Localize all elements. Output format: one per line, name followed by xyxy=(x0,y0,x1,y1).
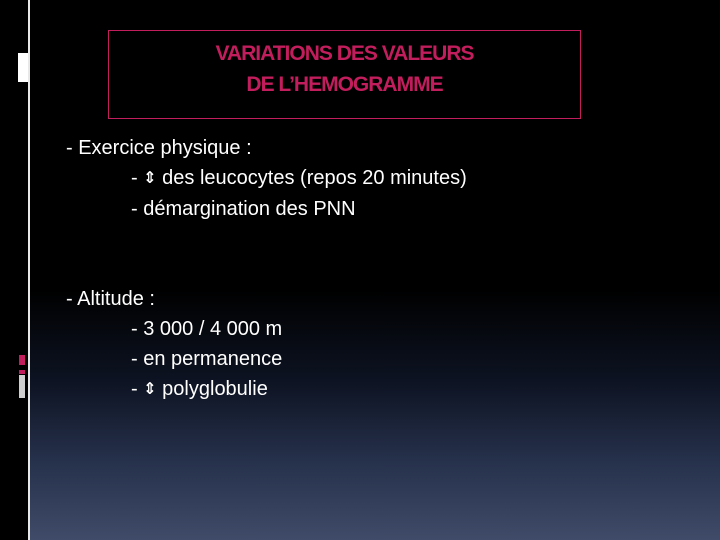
item-text: démargination des PNN xyxy=(143,198,356,220)
corner-accent-block xyxy=(18,53,28,82)
title-line-1: VARIATIONS DES VALEURS xyxy=(215,42,474,65)
item-dash: - xyxy=(131,348,144,370)
list-item xyxy=(66,314,467,344)
item-dash: - xyxy=(131,167,144,189)
section-heading-altitude: - Altitude : xyxy=(66,288,155,310)
item-text: 3 000 / 4 000 m xyxy=(143,318,283,340)
item-dash: - xyxy=(131,198,144,220)
left-divider-line xyxy=(28,0,30,540)
up-down-arrow-icon: ⇕ xyxy=(143,168,157,187)
accent-bar-pink xyxy=(19,355,25,365)
item-dash: - xyxy=(131,378,144,400)
up-down-arrow-icon: ⇕ xyxy=(143,379,157,398)
list-item xyxy=(66,163,467,194)
accent-bar-pink-small xyxy=(19,370,25,374)
list-item xyxy=(66,374,467,405)
list-item xyxy=(66,194,467,224)
section-heading-exercise: - Exercice physique : xyxy=(66,137,252,159)
title-line-2: DE L’HEMOGRAMME xyxy=(246,73,443,96)
item-text: des leucocytes (repos 20 minutes) xyxy=(156,167,467,189)
item-dash: - xyxy=(131,318,144,340)
accent-bar-gray xyxy=(19,375,25,398)
item-text: en permanence xyxy=(143,348,283,370)
list-item xyxy=(66,344,467,374)
spacer xyxy=(66,224,467,284)
slide-title xyxy=(108,30,581,119)
item-text: polyglobulie xyxy=(156,378,268,400)
slide-body xyxy=(66,133,467,405)
